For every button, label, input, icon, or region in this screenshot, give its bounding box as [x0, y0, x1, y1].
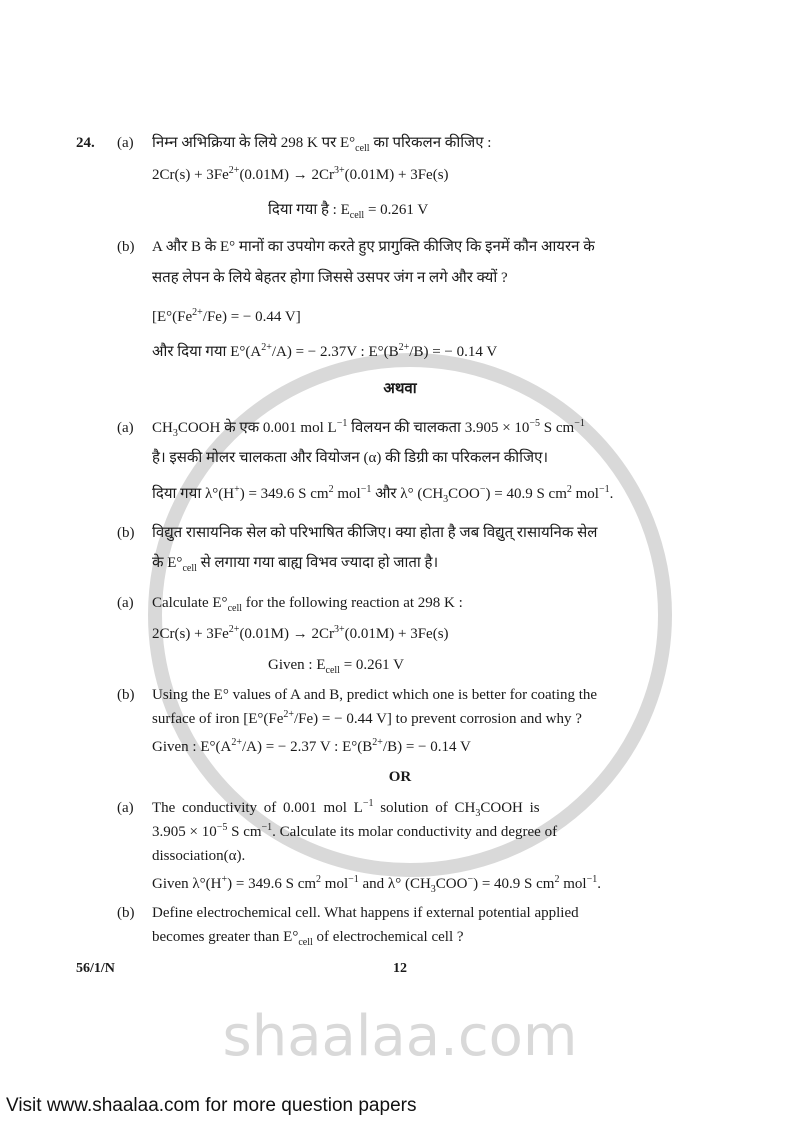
text-segment: 3.905 × 10: [152, 824, 217, 840]
watermark-text: shaalaa.com: [222, 1004, 578, 1069]
hindi-b-line: [152, 268, 508, 288]
hindi-a-line: [152, 133, 491, 153]
english-b-line: [152, 685, 597, 705]
text-segment: Define electrochemical cell. What happens if external potential applied: [152, 905, 579, 921]
superscript: 2+: [261, 342, 272, 353]
english-or-a-line: [152, 846, 245, 866]
text-segment: ) = 40.9 S cm: [473, 876, 555, 892]
hindi-or-a-line: [152, 448, 548, 468]
english-a-label: (a): [117, 595, 134, 611]
english-b-label: (b): [117, 687, 135, 703]
english-or-b-label: (b): [117, 905, 135, 921]
text-segment: दिया गया है : E: [268, 202, 350, 218]
superscript: 2: [328, 484, 334, 495]
text-segment: S cm: [227, 824, 262, 840]
hindi-b-given: [152, 342, 497, 362]
hindi-b-line: [152, 237, 595, 257]
superscript: 2+: [192, 307, 203, 318]
text-segment: solution of CH: [373, 800, 476, 816]
text-segment: A और B के E° मानों का उपयोग करते हुए प्रागुक्ति कीजिए कि इनमें कौन आयरन के: [152, 239, 595, 255]
superscript: +: [234, 484, 240, 495]
superscript: −1: [348, 874, 359, 885]
text-segment: (0.01M) + 3Fe(s): [344, 626, 449, 642]
superscript: −5: [529, 418, 541, 429]
text-segment: Calculate E°: [152, 595, 228, 611]
text-segment: S cm: [540, 420, 575, 436]
superscript: −1: [598, 484, 610, 495]
text-segment: ) = 349.6 S cm: [227, 876, 317, 892]
hindi-or-heading: अथवा: [383, 381, 417, 397]
superscript: 2+: [372, 737, 383, 748]
superscript: 2+: [283, 709, 295, 720]
text-segment: = 0.261 V: [339, 657, 404, 673]
text-segment: mol: [559, 876, 587, 892]
text-segment: विलयन की चालकता 3.905 × 10: [347, 420, 530, 436]
superscript: 2: [554, 874, 560, 885]
text-segment: का परिकलन कीजिए :: [369, 135, 492, 151]
text-segment: (0.01M) → 2Cr: [239, 167, 335, 183]
english-a-given: [268, 655, 404, 675]
superscript: 2+: [231, 737, 242, 748]
superscript: 2: [316, 874, 322, 885]
english-or-b-line: [152, 903, 579, 923]
hindi-or-b-line: [152, 523, 597, 543]
text-segment: से लगाया गया बाह्य विभव ज्यादा हो जाता है।: [196, 555, 439, 571]
text-segment: of electrochemical cell ?: [312, 929, 464, 945]
text-segment: 2Cr(s) + 3Fe: [152, 626, 229, 642]
text-segment: surface of iron [E°(Fe: [152, 711, 284, 727]
text-segment: becomes greater than E°: [152, 929, 299, 945]
english-or-a-given: [152, 874, 601, 894]
text-segment: = 0.261 V: [364, 202, 429, 218]
hindi-or-a-line: [152, 418, 585, 438]
text-segment: (0.01M) + 3Fe(s): [344, 167, 449, 183]
text-segment: और λ° (CH: [371, 486, 444, 502]
superscript: −1: [574, 418, 585, 429]
text-segment: and λ° (CH: [358, 876, 431, 892]
text-segment: /Fe) = − 0.44 V] to prevent corrosion and why ?: [294, 711, 582, 727]
visit-shaalaa-link[interactable]: Visit www.shaalaa.com for more question papers: [6, 1095, 417, 1116]
superscript: −1: [362, 798, 374, 809]
subscript: 3: [443, 493, 449, 505]
english-or-a-label: (a): [117, 800, 134, 816]
text-segment: और दिया गया E°(A: [152, 344, 262, 360]
hindi-a-given: [268, 200, 428, 220]
superscript: −1: [586, 874, 598, 885]
english-a-equation: [152, 624, 449, 644]
text-segment: for the following reaction at 298 K :: [242, 595, 463, 611]
subscript: cell: [349, 209, 365, 221]
superscript: −1: [360, 484, 372, 495]
text-segment: 2Cr(s) + 3Fe: [152, 167, 229, 183]
hindi-b-label: (b): [117, 239, 135, 255]
question-number: 24.: [76, 135, 95, 151]
subscript: cell: [325, 664, 340, 676]
english-b-given: [152, 737, 471, 757]
text-segment: है। इसकी मोलर चालकता और वियोजन (α) की डिग्री का परिकलन कीजिए।: [152, 450, 549, 466]
superscript: 2+: [228, 624, 240, 635]
text-segment: COOH is: [480, 800, 540, 816]
english-or-b-line: [152, 927, 464, 947]
superscript: −5: [216, 822, 228, 833]
page-number: 12: [393, 961, 407, 976]
text-segment: .: [597, 876, 601, 892]
text-segment: COO: [435, 876, 468, 892]
hindi-or-a-label: (a): [117, 420, 134, 436]
text-segment: mol: [333, 486, 361, 502]
subscript: 3: [172, 427, 178, 439]
text-segment: Given : E°(A: [152, 739, 232, 755]
english-a-line: [152, 593, 463, 613]
superscript: 2+: [228, 165, 240, 176]
english-b-line: [152, 709, 582, 729]
text-segment: [E°(Fe: [152, 309, 193, 325]
text-segment: /A) = − 2.37 V : E°(B: [241, 739, 373, 755]
text-segment: Using the E° values of A and B, predict which one is better for coating the: [152, 687, 598, 703]
subscript: cell: [298, 936, 313, 948]
text-segment: विद्युत रासायनिक सेल को परिभाषित कीजिए। क्या होता है जब विद्युत् रासायनिक सेल: [152, 525, 598, 541]
hindi-b-fe-value: [152, 307, 301, 327]
text-segment: mol: [321, 876, 349, 892]
text-segment: dissociation(α).: [152, 848, 246, 864]
text-segment: सतह लेपन के लिये बेहतर होगा जिससे उसपर जंग न लगे और क्यों ?: [152, 270, 508, 286]
subscript: cell: [227, 602, 242, 614]
hindi-a-label: (a): [117, 135, 134, 151]
superscript: 2: [566, 484, 572, 495]
hindi-or-b-line: [152, 553, 438, 573]
text-segment: COO: [448, 486, 480, 502]
superscript: 3+: [334, 165, 345, 176]
superscript: +: [221, 874, 228, 885]
subscript: 3: [475, 807, 481, 819]
text-segment: दिया गया λ°(H: [152, 486, 235, 502]
superscript: 2+: [398, 342, 410, 353]
superscript: −: [479, 484, 486, 495]
text-segment: (0.01M) → 2Cr: [239, 626, 335, 642]
hindi-or-b-label: (b): [117, 525, 135, 541]
text-segment: CH: [152, 420, 173, 436]
superscript: −1: [261, 822, 273, 833]
hindi-or-a-given: [152, 484, 613, 504]
text-segment: /A) = − 2.37V : E°(B: [271, 344, 399, 360]
paper-code: 56/1/N: [76, 961, 115, 976]
superscript: 3+: [334, 624, 345, 635]
text-segment: ) = 349.6 S cm: [239, 486, 329, 502]
text-segment: ) = 40.9 S cm: [485, 486, 567, 502]
subscript: cell: [355, 142, 370, 154]
text-segment: Given : E: [268, 657, 326, 673]
text-segment: /Fe) = − 0.44 V]: [202, 309, 301, 325]
text-segment: Given λ°(H: [152, 876, 222, 892]
subscript: cell: [182, 562, 197, 574]
text-segment: . Calculate its molar conductivity and degree of: [272, 824, 558, 840]
text-segment: .: [609, 486, 614, 502]
english-or-a-line: [152, 822, 557, 842]
text-segment: /B) = − 0.14 V: [382, 739, 471, 755]
text-segment: /B) = − 0.14 V: [409, 344, 498, 360]
superscript: −: [467, 874, 474, 885]
text-segment: COOH के एक 0.001 mol L: [177, 420, 337, 436]
text-segment: निम्न अभिक्रिया के लिये 298 K पर E°: [152, 135, 356, 151]
text-segment: के E°: [152, 555, 183, 571]
english-or-heading: OR: [388, 769, 412, 785]
subscript: 3: [430, 883, 436, 895]
text-segment: The conductivity of 0.001 mol L: [152, 800, 363, 816]
text-segment: mol: [571, 486, 599, 502]
hindi-a-equation: [152, 165, 449, 185]
english-or-a-line: [152, 798, 540, 818]
superscript: −1: [336, 418, 348, 429]
